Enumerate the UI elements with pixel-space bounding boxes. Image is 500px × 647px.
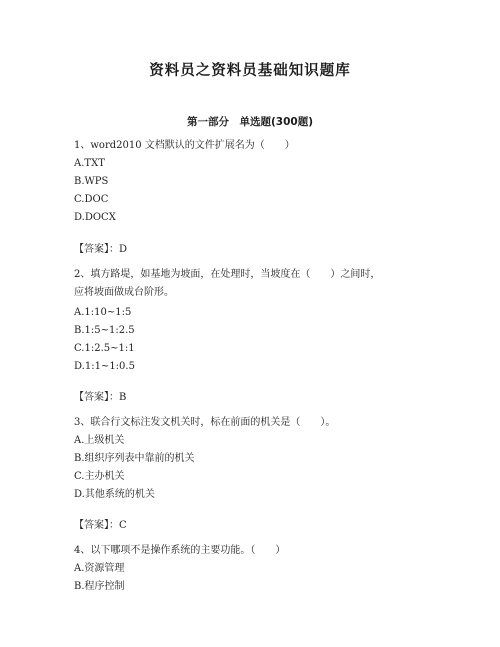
question-1-option-d: D.DOCX [74, 212, 116, 223]
question-2-answer: 【答案】：B [74, 392, 127, 403]
question-3-option-d: D.其他系统的机关 [74, 489, 155, 500]
question-3-option-b: B.组织序列表中靠前的机关 [74, 453, 195, 464]
question-3-stem: 3、联合行文标注发文机关时，标在前面的机关是（ ）。 [74, 417, 336, 428]
question-1-option-c: C.DOC [74, 194, 109, 205]
section-title: 第一部分 单选题(300题) [186, 116, 313, 128]
question-3-option-c: C.主办机关 [74, 471, 125, 482]
question-1-answer: 【答案】：D [74, 244, 128, 255]
question-1-option-b: B.WPS [74, 176, 109, 187]
question-4-stem: 4、以下哪项不是操作系统的主要功能。（ ） [74, 545, 286, 556]
question-2-stem-line-1: 2、填方路堤，如基地为坡面，在处理时，当坡度在（ ）之间时， [74, 269, 381, 280]
question-4-option-a: A.资源管理 [74, 563, 125, 574]
question-1-stem: 1、word2010 文档默认的文件扩展名为（ ） [74, 140, 295, 151]
question-3-option-a: A.上级机关 [74, 435, 125, 446]
question-2-option-d: D.1:1~1:0.5 [74, 361, 135, 372]
question-2-option-b: B.1:5~1:2.5 [74, 325, 135, 336]
question-1-option-a: A.TXT [74, 158, 105, 169]
question-2-stem-line-2: 应将坡面做成台阶形。 [74, 287, 174, 298]
question-2-option-c: C.1:2.5~1:1 [74, 343, 135, 354]
document-title: 资料员之资料员基础知识题库 [149, 63, 351, 79]
question-3-answer: 【答案】：C [74, 520, 127, 531]
question-2-option-a: A.1:10~1:5 [74, 307, 132, 318]
question-4-option-b: B.程序控制 [74, 581, 125, 592]
